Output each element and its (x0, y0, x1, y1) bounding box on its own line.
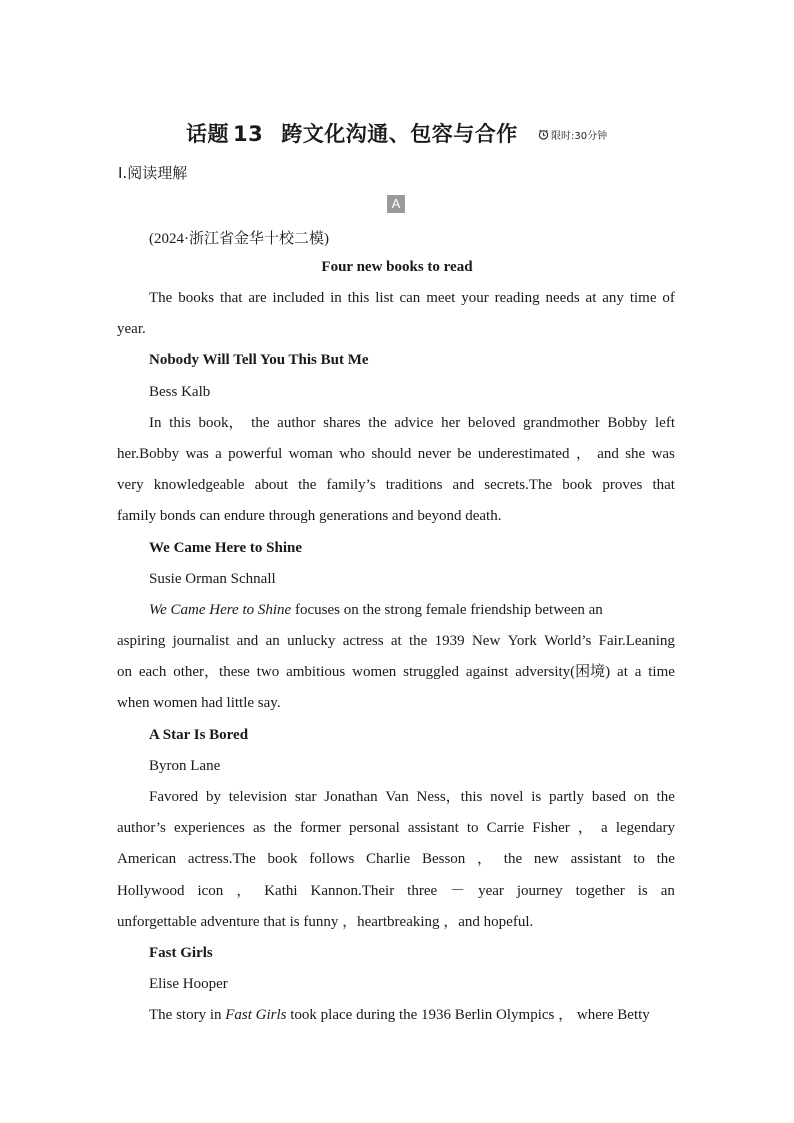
article-title: Four new books to read (321, 259, 473, 275)
paragraph-line: unforgettable adventure that is funny ，heartbreaking ，and hopeful. (117, 913, 534, 930)
book-title: Nobody Will Tell You This But Me (149, 352, 369, 369)
paragraph-line: family bonds can endure through generations and beyond death. (117, 508, 502, 525)
paragraph-line (117, 1000, 675, 1031)
paragraph-line: her.Bobby was a powerful woman who should never be underestimated ， and she was (117, 445, 675, 462)
book-author: Elise Hooper (149, 976, 228, 993)
book-author: Susie Orman Schnall (149, 570, 276, 587)
book-title: A Star Is Bored (149, 726, 249, 743)
paragraph-line: American actress.The book follows Charlie Besson ， the new assistant to the (117, 851, 675, 868)
paragraph-text: The story in (149, 1007, 226, 1024)
paragraph-line: aspiring journalist and an unlucky actress at the 1939 New York World’s Fair.Leaning (117, 633, 675, 650)
paragraph-line: In this book， the author shares the advice her beloved grandmother Bobby left (149, 414, 675, 431)
italic-book-title: We Came Here to Shine (149, 601, 292, 618)
paragraph-line: on each other，these two ambitious women struggled against adversity(困境) at a time (117, 664, 675, 681)
book-author: Byron Lane (149, 757, 221, 774)
article-body (117, 283, 675, 1032)
title-topic: 跨文化沟通、包容与合作 (281, 122, 518, 146)
paragraph-line: Favored by television star Jonathan Van Ness，this novel is partly based on the (149, 789, 675, 805)
paragraph-line: when women had little say. (117, 695, 281, 712)
source-note: (2024·浙江省金华十校二模) (149, 231, 329, 247)
intro-line: year. (117, 321, 146, 338)
title-prefix: 话题 (186, 122, 229, 146)
header (0, 118, 794, 152)
clock-icon (538, 129, 549, 140)
paragraph-line: author’s experiences as the former personal assistant to Carrie Fisher ， a legendary (117, 820, 675, 837)
book-author: Bess Kalb (149, 383, 211, 400)
intro-line: The books that are included in this list can meet your reading needs at any time of (149, 290, 675, 306)
book-title: Fast Girls (149, 944, 213, 961)
paragraph-text: focuses on the strong female friendship between an (291, 601, 603, 618)
page-title (186, 118, 518, 148)
section-label: Ⅰ.阅读理解 (118, 164, 188, 182)
paragraph-line: very knowledgeable about the family’s traditions and secrets.The book proves that (117, 477, 675, 494)
title-number: 13 (233, 122, 264, 146)
book-title: We Came Here to Shine (149, 539, 303, 556)
paragraph-line: Hollywood icon ， Kathi Kannon.Their three － year journey together is an (117, 882, 675, 899)
time-limit-text: 限时:30分钟 (551, 131, 608, 142)
passage-badge: A (387, 195, 405, 213)
paragraph-line (117, 595, 675, 626)
time-limit (538, 127, 607, 142)
paragraph-text: took place during the 1936 Berlin Olympics ， where Betty (286, 1007, 650, 1024)
italic-book-title: Fast Girls (225, 1007, 287, 1024)
